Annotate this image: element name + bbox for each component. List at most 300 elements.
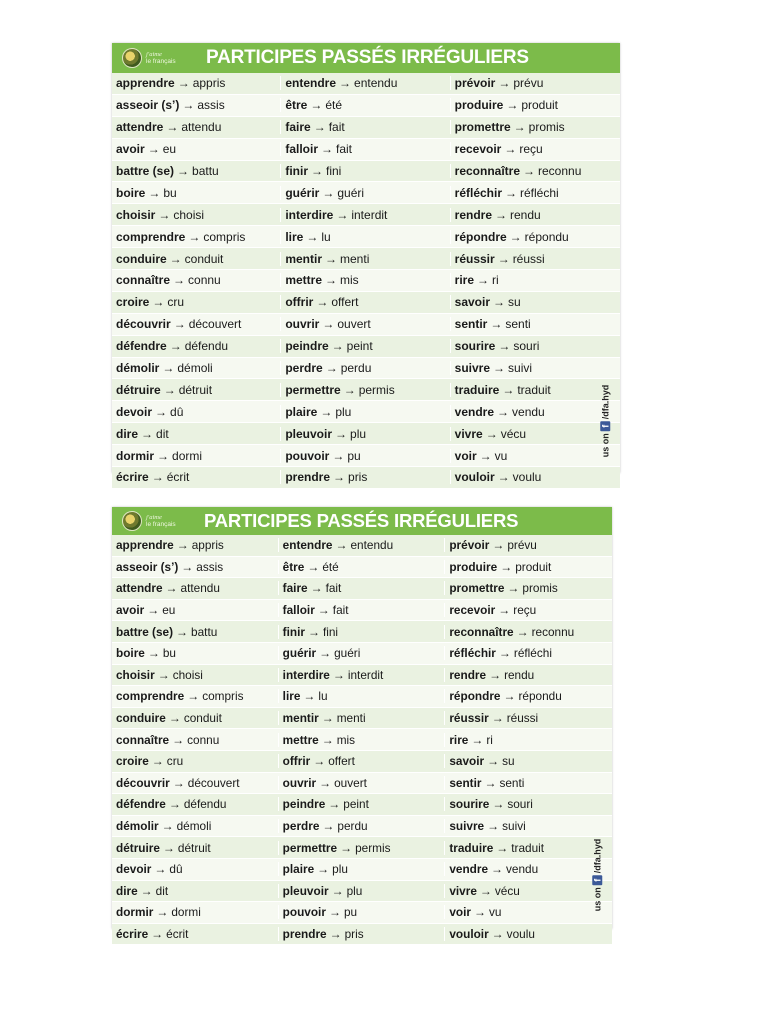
verb-cell: [112, 884, 279, 898]
verb-cell: [451, 273, 620, 287]
table-row: [112, 773, 612, 795]
table-row: [112, 161, 620, 183]
verb-cell: [112, 560, 279, 574]
infinitive: voir: [454, 448, 477, 463]
verb-cell: [279, 603, 446, 617]
table-row: [112, 643, 612, 665]
infinitive: interdire: [285, 207, 334, 222]
verb-cell: [279, 733, 446, 747]
verb-cell: [451, 120, 620, 134]
arrow-right-icon: →: [322, 317, 335, 332]
past-participle: réfléchi: [513, 646, 552, 661]
arrow-right-icon: →: [498, 339, 511, 354]
past-participle: écrit: [166, 470, 190, 485]
arrow-right-icon: →: [313, 120, 326, 135]
infinitive: réussir: [449, 711, 489, 726]
infinitive: rire: [449, 732, 469, 747]
arrow-right-icon: →: [503, 689, 516, 704]
arrow-right-icon: →: [166, 120, 179, 135]
infinitive: lire: [282, 689, 301, 704]
verb-cell: [281, 208, 450, 222]
past-participle: battu: [191, 624, 218, 639]
infinitive: prévoir: [454, 76, 496, 91]
infinitive: comprendre: [116, 229, 186, 244]
arrow-right-icon: →: [502, 382, 515, 397]
verb-cell: [279, 776, 446, 790]
arrow-right-icon: →: [507, 581, 520, 596]
past-participle: connu: [187, 732, 220, 747]
verb-cell: [112, 405, 281, 419]
infinitive: voir: [449, 905, 471, 920]
logo-text: [146, 51, 186, 65]
verb-cell: [451, 76, 620, 90]
arrow-right-icon: →: [498, 76, 511, 91]
facebook-prefix: us on: [592, 887, 603, 912]
infinitive: devoir: [116, 404, 153, 419]
past-participle: peint: [346, 339, 373, 354]
arrow-right-icon: →: [496, 840, 509, 855]
arrow-right-icon: →: [152, 295, 165, 310]
past-participle: assis: [196, 559, 224, 574]
arrow-right-icon: →: [493, 361, 506, 376]
past-participle: vécu: [494, 883, 520, 898]
past-participle: démoli: [176, 819, 212, 834]
arrow-right-icon: →: [329, 926, 342, 941]
verb-cell: [445, 797, 612, 811]
verb-cell: [112, 905, 279, 919]
past-participle: défendu: [183, 797, 227, 812]
verb-cell: [112, 819, 279, 833]
verb-cell: [112, 383, 281, 397]
arrow-right-icon: →: [493, 295, 506, 310]
table-row: [112, 881, 612, 903]
arrow-right-icon: →: [485, 426, 498, 441]
past-participle: dormi: [172, 448, 203, 463]
infinitive: apprendre: [116, 76, 175, 91]
verb-cell: [279, 905, 446, 919]
arrow-right-icon: →: [157, 667, 170, 682]
verb-cell: [281, 186, 450, 200]
verb-cell: [112, 776, 279, 790]
verb-cell: [279, 862, 446, 876]
verb-cell: [281, 164, 450, 178]
arrow-right-icon: →: [155, 404, 168, 419]
past-participle: cru: [167, 295, 185, 310]
arrow-right-icon: →: [504, 142, 517, 157]
verb-cell: [445, 862, 612, 876]
verb-cell: [279, 560, 446, 574]
infinitive: dire: [116, 883, 138, 898]
table-row: [112, 445, 620, 467]
arrow-right-icon: →: [147, 603, 160, 618]
facebook-icon: f: [592, 875, 602, 885]
verb-cell: [112, 295, 281, 309]
infinitive: promettre: [449, 581, 505, 596]
infinitive: réfléchir: [449, 646, 496, 661]
infinitive: détruire: [116, 382, 161, 397]
arrow-right-icon: →: [158, 207, 171, 222]
verb-cell: [445, 668, 612, 682]
facebook-badge: [598, 373, 612, 469]
table-row: [112, 270, 620, 292]
verb-cell: [112, 208, 281, 222]
past-participle: reçu: [519, 142, 543, 157]
verb-cell: [279, 884, 446, 898]
infinitive: choisir: [116, 667, 155, 682]
arrow-right-icon: →: [321, 732, 334, 747]
verb-cell: [281, 361, 450, 375]
table-row: [112, 336, 620, 358]
table-row: [112, 248, 620, 270]
past-participle: voulu: [506, 926, 535, 941]
infinitive: attendre: [116, 120, 164, 135]
jaime-le-francais-logo-icon: [122, 48, 142, 68]
infinitive: prévoir: [449, 538, 490, 553]
verb-cell: [112, 76, 281, 90]
past-participle: vécu: [500, 426, 527, 441]
table-row: [112, 794, 612, 816]
arrow-right-icon: →: [484, 775, 497, 790]
past-participle: réussi: [512, 251, 545, 266]
past-participle: découvert: [188, 317, 242, 332]
arrow-right-icon: →: [479, 448, 492, 463]
infinitive: boire: [116, 185, 146, 200]
arrow-right-icon: →: [173, 317, 186, 332]
card-title: PARTICIPES PASSÉS IRRÉGULIERS: [204, 510, 519, 531]
infinitive: asseoir (s’): [116, 559, 179, 574]
infinitive: rendre: [449, 667, 487, 682]
past-participle: détruit: [177, 840, 211, 855]
table-row: [112, 401, 620, 423]
arrow-right-icon: →: [162, 361, 175, 376]
past-participle: menti: [336, 711, 366, 726]
verb-cell: [112, 841, 279, 855]
past-participle: bu: [163, 185, 177, 200]
table-row: [112, 751, 612, 773]
arrow-right-icon: →: [325, 273, 338, 288]
infinitive: sourire: [454, 339, 496, 354]
verb-cell: [279, 581, 446, 595]
arrow-right-icon: →: [172, 732, 185, 747]
infinitive: battre (se): [116, 624, 174, 639]
infinitive: asseoir (s’): [116, 98, 180, 113]
past-participle: connu: [188, 273, 221, 288]
infinitive: falloir: [285, 142, 318, 157]
past-participle: promis: [522, 581, 558, 596]
verb-cell: [445, 711, 612, 725]
infinitive: offrir: [285, 295, 314, 310]
verb-cell: [451, 427, 620, 441]
infinitive: reconnaître: [454, 164, 521, 178]
past-participle: traduit: [517, 382, 551, 397]
infinitive: découvrir: [116, 775, 170, 790]
arrow-right-icon: →: [165, 581, 178, 596]
past-participle: cru: [166, 754, 184, 769]
verb-cell: [112, 470, 281, 484]
verb-cell: [451, 164, 620, 178]
past-participle: plu: [332, 862, 348, 877]
verb-cell: [281, 252, 450, 266]
past-participle: écrit: [166, 926, 189, 941]
verb-card-top: [112, 43, 620, 485]
past-participle: appris: [192, 76, 226, 91]
past-participle: découvert: [187, 775, 240, 790]
verb-cell: [451, 186, 620, 200]
table-row: [112, 423, 620, 445]
verb-cell: [445, 841, 612, 855]
arrow-right-icon: →: [516, 624, 529, 639]
past-participle: offert: [331, 295, 359, 310]
arrow-right-icon: →: [181, 559, 194, 574]
past-participle: battu: [192, 164, 219, 178]
past-participle: senti: [499, 775, 525, 790]
infinitive: savoir: [454, 295, 491, 310]
verb-cell: [112, 646, 279, 660]
arrow-right-icon: →: [487, 819, 500, 834]
infinitive: boire: [116, 646, 145, 661]
verb-cell: [112, 230, 281, 244]
logo-text: [146, 514, 186, 528]
verb-cell: [112, 668, 279, 682]
past-participle: guéri: [337, 185, 365, 200]
verb-cell: [451, 470, 620, 484]
infinitive: perdre: [282, 819, 320, 834]
past-participle: compris: [202, 689, 244, 704]
infinitive: rire: [454, 273, 475, 288]
infinitive: peindre: [285, 339, 329, 354]
arrow-right-icon: →: [498, 603, 511, 618]
table-row: [112, 182, 620, 204]
past-participle: réfléchi: [520, 185, 559, 200]
infinitive: traduire: [449, 840, 494, 855]
infinitive: falloir: [282, 603, 315, 618]
arrow-right-icon: →: [177, 164, 190, 178]
infinitive: faire: [285, 120, 311, 135]
verb-cell: [281, 120, 450, 134]
table-row: [112, 292, 620, 314]
arrow-right-icon: →: [497, 251, 510, 266]
past-participle: reconnu: [531, 624, 575, 639]
arrow-right-icon: →: [163, 382, 176, 397]
table-row: [112, 686, 612, 708]
infinitive: recevoir: [449, 603, 496, 618]
past-participle: permis: [358, 382, 395, 397]
past-participle: permis: [355, 840, 391, 855]
infinitive: vouloir: [454, 470, 495, 485]
past-participle: fait: [332, 603, 349, 618]
verb-cell: [112, 581, 279, 595]
past-participle: assis: [197, 98, 225, 113]
arrow-right-icon: →: [188, 229, 201, 244]
verb-cell: [112, 797, 279, 811]
arrow-right-icon: →: [479, 883, 492, 898]
arrow-right-icon: →: [491, 862, 504, 877]
infinitive: finir: [285, 164, 308, 178]
arrow-right-icon: →: [169, 339, 182, 354]
table-row: [112, 837, 612, 859]
infinitive: écrire: [116, 926, 149, 941]
arrow-right-icon: →: [319, 775, 332, 790]
logo-line-2: le français: [146, 521, 176, 528]
past-participle: appris: [191, 538, 224, 553]
arrow-right-icon: →: [343, 382, 356, 397]
past-participle: perdu: [340, 361, 372, 376]
arrow-right-icon: →: [490, 317, 503, 332]
infinitive: reconnaître: [449, 624, 514, 639]
infinitive: guérir: [282, 646, 317, 661]
verb-cell: [451, 230, 620, 244]
table-row: [112, 902, 612, 924]
past-participle: offert: [328, 754, 355, 769]
arrow-right-icon: →: [173, 273, 186, 288]
infinitive: dormir: [116, 905, 154, 920]
arrow-right-icon: →: [523, 164, 536, 178]
past-participle: suivi: [508, 361, 533, 376]
verb-cell: [279, 754, 446, 768]
past-participle: fini: [322, 624, 339, 639]
verb-cell: [281, 449, 450, 463]
infinitive: ouvrir: [282, 775, 317, 790]
infinitive: lire: [285, 229, 304, 244]
arrow-right-icon: →: [151, 926, 164, 941]
arrow-right-icon: →: [489, 667, 502, 682]
verb-cell: [445, 625, 612, 639]
infinitive: prendre: [282, 926, 327, 941]
arrow-right-icon: →: [492, 797, 505, 812]
past-participle: fini: [326, 164, 342, 178]
past-participle: traduit: [511, 840, 545, 855]
arrow-right-icon: →: [328, 797, 341, 812]
past-participle: rendu: [504, 667, 535, 682]
arrow-right-icon: →: [491, 711, 504, 726]
past-participle: dit: [156, 426, 169, 441]
past-participle: lu: [318, 689, 328, 704]
infinitive: pouvoir: [282, 905, 326, 920]
past-participle: répondu: [524, 229, 569, 244]
verb-cell: [445, 646, 612, 660]
past-participle: bu: [162, 646, 176, 661]
past-participle: été: [325, 98, 343, 113]
verb-cell: [281, 383, 450, 397]
arrow-right-icon: →: [306, 229, 319, 244]
infinitive: rendre: [454, 207, 493, 222]
verb-cell: [112, 449, 281, 463]
infinitive: faire: [282, 581, 308, 596]
verb-cell: [445, 905, 612, 919]
verb-cell: [451, 252, 620, 266]
past-participle: plu: [350, 426, 367, 441]
infinitive: entendre: [282, 538, 333, 553]
past-participle: prévu: [513, 76, 544, 91]
infinitive: devoir: [116, 862, 152, 877]
jaime-le-francais-logo-icon: [122, 511, 142, 531]
infinitive: permettre: [282, 840, 338, 855]
verb-card-bottom: [112, 507, 612, 941]
arrow-right-icon: →: [176, 538, 189, 553]
verb-cell: [451, 208, 620, 222]
infinitive: connaître: [116, 732, 170, 747]
arrow-right-icon: →: [487, 754, 500, 769]
table-row: [112, 117, 620, 139]
verb-cell: [451, 295, 620, 309]
infinitive: plaire: [285, 404, 318, 419]
arrow-right-icon: →: [335, 538, 348, 553]
arrow-right-icon: →: [473, 905, 486, 920]
verb-cell: [445, 884, 612, 898]
arrow-right-icon: →: [497, 470, 510, 485]
verb-cell: [445, 603, 612, 617]
table-row: [112, 924, 612, 946]
infinitive: permettre: [285, 382, 341, 397]
arrow-right-icon: →: [319, 646, 332, 661]
verb-cell: [112, 252, 281, 266]
arrow-right-icon: →: [332, 448, 345, 463]
arrow-right-icon: →: [176, 624, 189, 639]
past-participle: vu: [494, 448, 508, 463]
infinitive: savoir: [449, 754, 485, 769]
arrow-right-icon: →: [506, 98, 519, 113]
past-participle: choisi: [173, 207, 205, 222]
arrow-right-icon: →: [169, 251, 182, 266]
verb-cell: [281, 427, 450, 441]
arrow-right-icon: →: [154, 862, 167, 877]
infinitive: peindre: [282, 797, 326, 812]
infinitive: entendre: [285, 76, 337, 91]
infinitive: produire: [449, 559, 498, 574]
table-row: [112, 621, 612, 643]
verb-cell: [112, 862, 279, 876]
infinitive: connaître: [116, 273, 171, 288]
infinitive: suivre: [454, 361, 491, 376]
infinitive: croire: [116, 295, 150, 310]
arrow-right-icon: →: [140, 883, 153, 898]
arrow-right-icon: →: [172, 775, 185, 790]
past-participle: guéri: [334, 646, 361, 661]
past-participle: souri: [513, 339, 540, 354]
past-participle: conduit: [183, 711, 222, 726]
verb-cell: [281, 317, 450, 331]
infinitive: mettre: [285, 273, 323, 288]
past-participle: senti: [505, 317, 531, 332]
verb-cell: [281, 273, 450, 287]
infinitive: découvrir: [116, 317, 171, 332]
verb-cell: [279, 927, 446, 941]
past-participle: ri: [492, 273, 499, 288]
past-participle: été: [322, 559, 339, 574]
past-participle: rendu: [510, 207, 541, 222]
table-row: [112, 95, 620, 117]
verb-cell: [445, 754, 612, 768]
arrow-right-icon: →: [498, 646, 511, 661]
verb-cell: [112, 927, 279, 941]
infinitive: réfléchir: [454, 185, 503, 200]
verb-cell: [112, 186, 281, 200]
arrow-right-icon: →: [310, 581, 323, 596]
infinitive: vivre: [454, 426, 483, 441]
verb-cell: [445, 560, 612, 574]
arrow-right-icon: →: [495, 207, 508, 222]
infinitive: mettre: [282, 732, 319, 747]
arrow-right-icon: →: [310, 98, 323, 113]
arrow-right-icon: →: [513, 120, 526, 135]
past-participle: dû: [169, 862, 183, 877]
verb-cell: [112, 164, 281, 178]
arrow-right-icon: →: [336, 207, 349, 222]
verb-cell: [279, 538, 446, 552]
past-participle: dû: [170, 404, 184, 419]
arrow-right-icon: →: [322, 819, 335, 834]
table-row: [112, 139, 620, 161]
